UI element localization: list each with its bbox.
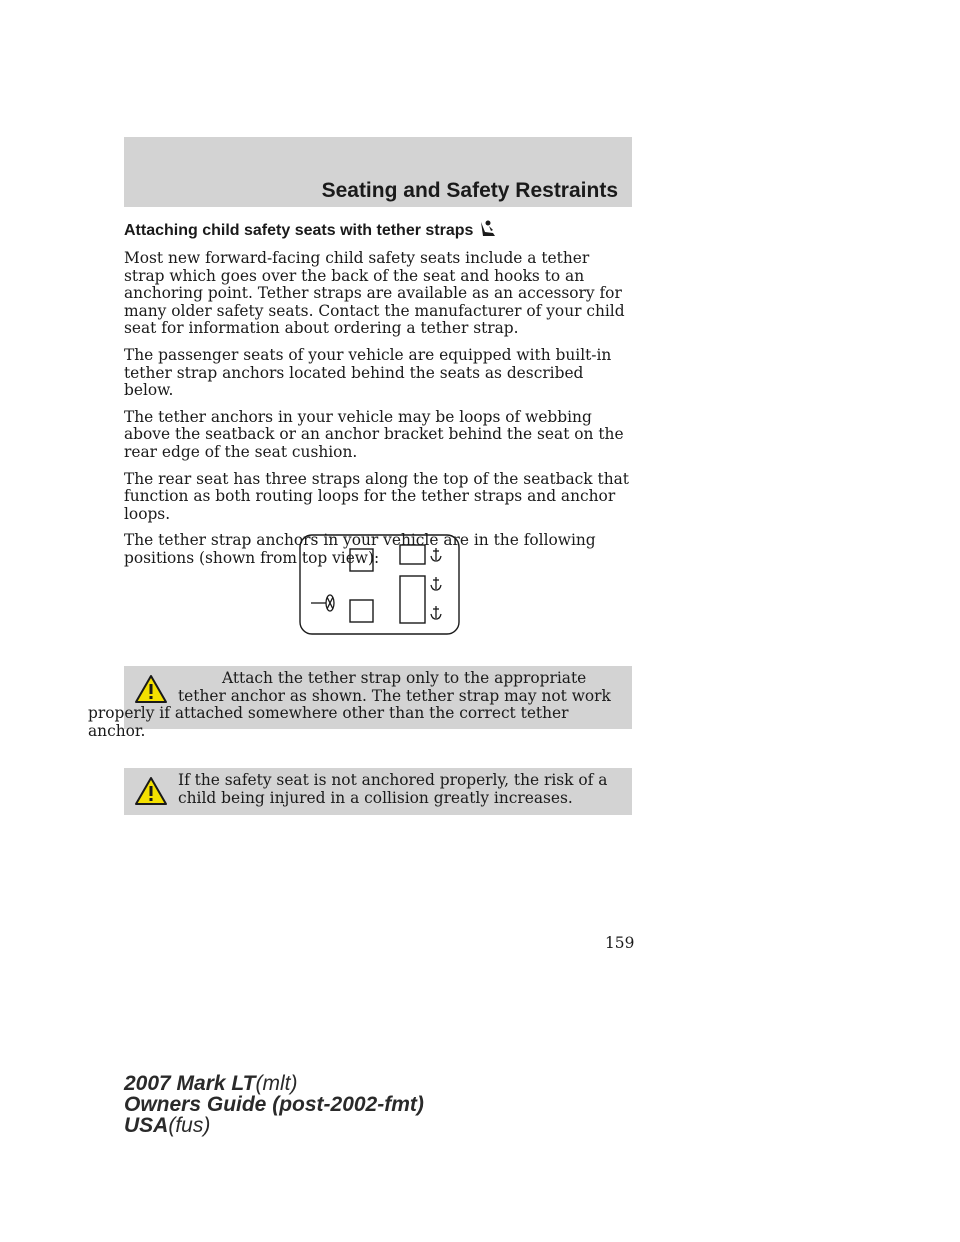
rear-seat-right: [400, 545, 425, 564]
paragraph: The tether anchors in your vehicle may be loops of webbing above the seatback or an anchor bracket behind the seat on the rear edge of the seat cushion.: [124, 407, 624, 461]
document-footer: [124, 1073, 424, 1136]
paragraph: The passenger seats of your vehicle are equipped with built-in tether strap anchors located behind the seats as described below.: [124, 345, 612, 400]
footer-guide: Owners Guide (post-2002-fmt): [124, 1093, 424, 1116]
anchor-icon: [431, 577, 441, 590]
child-seat-icon: [477, 218, 499, 238]
anchor-icon: [431, 548, 441, 561]
tether-anchor-diagram: [299, 534, 461, 636]
section-title: Seating and Safety Restraints: [321, 179, 618, 202]
footer-market-code: (fus): [168, 1114, 211, 1137]
steering-wheel-icon: [311, 595, 334, 611]
main-content: [124, 222, 632, 577]
warning-box: [124, 768, 632, 815]
paragraph: Most new forward-facing child safety seats include a tether strap which goes over the back of the seat and hooks to an anchoring point. Tether straps are available as an accessory for many older safety seats. Contact the manufacturer of your child seat for information about ordering a tether strap.: [124, 249, 625, 338]
paragraph: The rear seat has three straps along the top of the seatback that function as both routing loops for the tether straps and anchor loops.: [124, 469, 629, 523]
warning-text: If the safety seat is not anchored properly, the risk of a child being injured in a collision greatly increases.: [178, 771, 608, 807]
driver-seat: [350, 600, 373, 622]
footer-model-code: (mlt): [255, 1072, 298, 1095]
subheading-text: Attaching child safety seats with tether straps: [124, 222, 474, 239]
subheading: [124, 222, 632, 240]
page-number: 159: [605, 934, 635, 952]
warning-triangle-icon: [134, 776, 168, 806]
front-passenger-seat: [350, 549, 373, 571]
footer-model: 2007 Mark LT: [124, 1072, 256, 1095]
footer-market: USA: [124, 1114, 169, 1137]
warning-text: Attach the tether strap only to the appropriate tether anchor as shown. The tether strap may not work properly if attached somewhere other than the correct tether anchor.: [88, 669, 611, 740]
header-band: [124, 137, 632, 207]
anchor-icon: [431, 606, 441, 619]
warning-box: [88, 666, 632, 740]
paragraph: The tether strap anchors in your vehicle are in the following positions (shown from top view):: [124, 531, 596, 567]
rear-seat-bench: [400, 576, 425, 623]
